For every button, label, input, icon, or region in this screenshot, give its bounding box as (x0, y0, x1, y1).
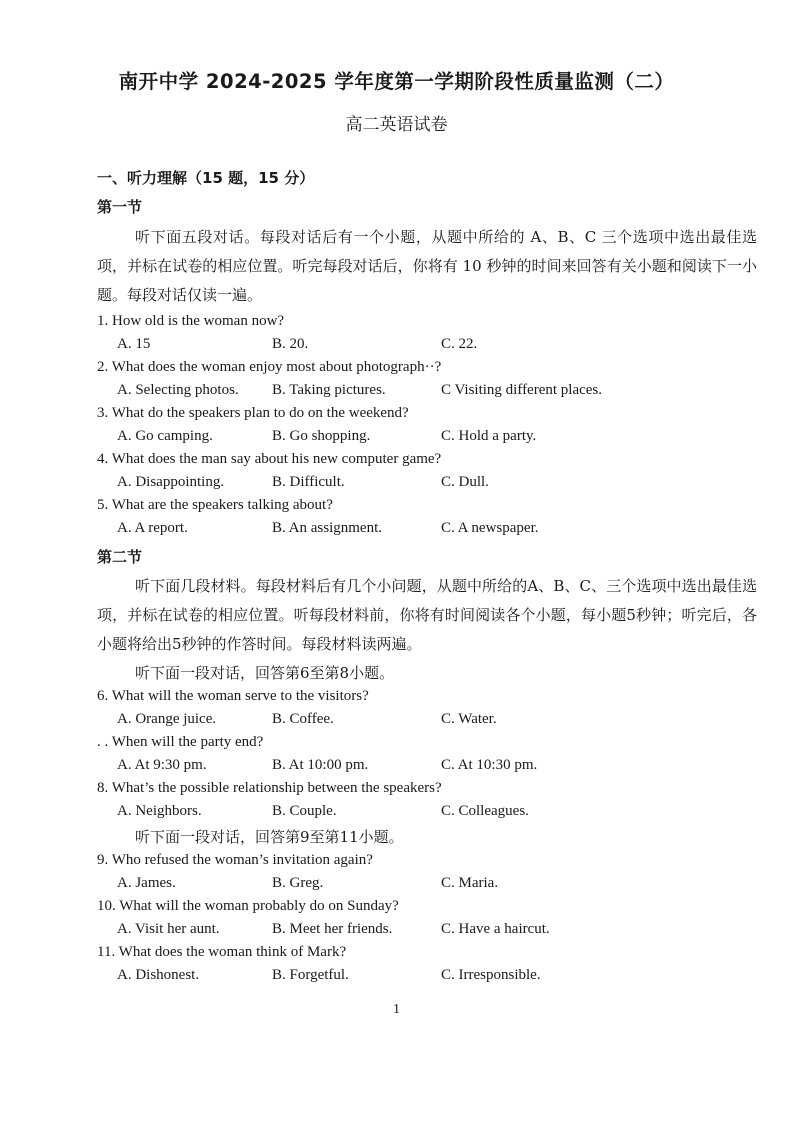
option-c: C. Dull. (441, 474, 489, 490)
question-item (97, 310, 757, 356)
dialogue-note-6-8: 听下面一段对话，回答第6至第8小题。 (135, 664, 395, 682)
question-item (97, 777, 757, 823)
option-b: B. Couple. (272, 803, 337, 819)
question-stem: . . When will the party end? (97, 734, 264, 750)
option-b: B. At 10:00 pm. (272, 757, 369, 773)
option-a: A. James. (117, 875, 176, 891)
question-item (97, 402, 757, 448)
option-b: B. Go shopping. (272, 428, 371, 444)
question-options (97, 471, 757, 494)
question-options (97, 517, 757, 540)
question-stem: 5. What are the speakers talking about? (97, 497, 333, 513)
option-b: B. Difficult. (272, 474, 345, 490)
part-heading-2: 第二节 (97, 548, 143, 566)
option-c: C. Hold a party. (441, 428, 537, 444)
question-stem: 4. What does the man say about his new computer game? (97, 451, 442, 467)
question-item (97, 494, 757, 540)
option-a: A. At 9:30 pm. (117, 757, 207, 773)
option-b: B. An assignment. (272, 520, 383, 536)
question-stem: 2. What does the woman enjoy most about photograph··? (97, 359, 442, 375)
question-item (97, 448, 757, 494)
option-b: B. Coffee. (272, 711, 334, 727)
option-b: B. Taking pictures. (272, 382, 386, 398)
question-stem: 11. What does the woman think of Mark? (97, 944, 347, 960)
question-item (97, 356, 757, 402)
option-a: A. Visit her aunt. (117, 921, 220, 937)
option-a: A. A report. (117, 520, 188, 536)
instructions-part1: 听下面五段对话。每段对话后有一个小题，从题中所给的 A、B、C 三个选项中选出最佳选项，并标在试卷的相应位置。听完每段对话后，你将有 10 秒钟的时间来回答有关小题和阅读下一小题。每段对话仅读一遍。 (97, 228, 757, 304)
option-a: A. 15 (117, 336, 151, 352)
question-options (97, 333, 757, 356)
option-c: C. Colleagues. (441, 803, 529, 819)
option-b: B. Greg. (272, 875, 324, 891)
option-b: B. Meet her friends. (272, 921, 393, 937)
option-b: B. Forgetful. (272, 967, 349, 983)
question-item (97, 849, 757, 895)
question-group-9-11 (97, 849, 757, 987)
part-heading-1: 第一节 (97, 198, 143, 216)
question-options (97, 872, 757, 895)
question-stem: 1. How old is the woman now? (97, 313, 285, 329)
option-c: C. Have a haircut. (441, 921, 550, 937)
dialogue-note-9-11: 听下面一段对话，回答第9至第11小题。 (135, 828, 404, 846)
option-a: A. Orange juice. (117, 711, 217, 727)
question-stem: 8. What’s the possible relationship between the speakers? (97, 780, 442, 796)
question-options (97, 964, 757, 987)
option-c: C. Water. (441, 711, 497, 727)
option-b: B. 20. (272, 336, 309, 352)
option-c: C. A newspaper. (441, 520, 539, 536)
question-options (97, 379, 757, 402)
question-stem: 10. What will the woman probably do on Sunday? (97, 898, 399, 914)
option-a: A. Dishonest. (117, 967, 200, 983)
instructions-part2: 听下面几段材料。每段材料后有几个小问题，从题中所给的A、B、C、三个选项中选出最佳选项，并标在试卷的相应位置。听每段材料前，你将有时间阅读各个小题，每小题5秒钟；听完后，各小题将给出5秒钟的作答时间。每段材料读两遍。 (97, 577, 757, 653)
section-heading-listening: 一、听力理解（15 题，15 分） (97, 169, 315, 187)
option-c: C. Maria. (441, 875, 499, 891)
question-options (97, 754, 757, 777)
question-options (97, 800, 757, 823)
page-number: 1 (393, 1002, 400, 1017)
question-group-part1 (97, 310, 757, 540)
question-group-6-8 (97, 685, 757, 823)
option-c: C. Irresponsible. (441, 967, 541, 983)
question-options (97, 425, 757, 448)
option-a: A. Go camping. (117, 428, 213, 444)
page-title: 南开中学 2024-2025 学年度第一学期阶段性质量监测（二） (118, 70, 675, 93)
option-c: C Visiting different places. (441, 382, 603, 398)
exam-content (97, 166, 757, 987)
question-item (97, 895, 757, 941)
question-stem: 9. Who refused the woman’s invitation again? (97, 852, 373, 868)
question-stem: 3. What do the speakers plan to do on the weekend? (97, 405, 409, 421)
option-a: A. Disappointing. (117, 474, 225, 490)
option-a: A. Neighbors. (117, 803, 202, 819)
option-c: C. 22. (441, 336, 478, 352)
question-item (97, 731, 757, 777)
question-item (97, 685, 757, 731)
question-item (97, 941, 757, 987)
page-subtitle: 高二英语试卷 (345, 115, 448, 135)
question-options (97, 708, 757, 731)
question-stem: 6. What will the woman serve to the visitors? (97, 688, 369, 704)
question-options (97, 918, 757, 941)
option-a: A. Selecting photos. (117, 382, 239, 398)
option-c: C. At 10:30 pm. (441, 757, 538, 773)
